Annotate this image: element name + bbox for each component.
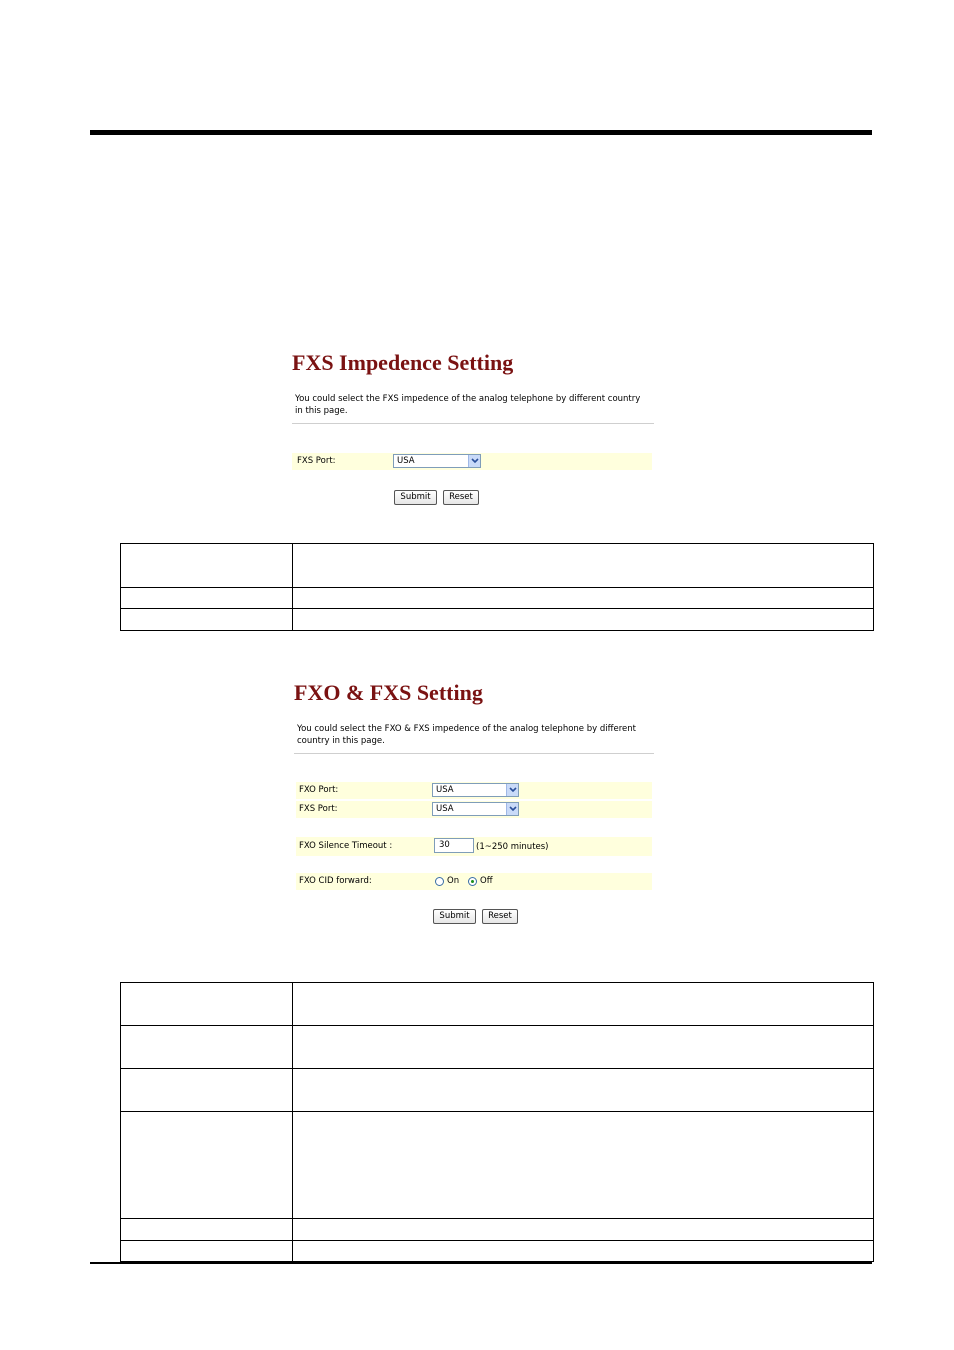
table-row [121,983,874,1026]
cid-forward-label: FXO CID forward: [299,876,372,886]
page-description: You could select the FXO & FXS impedence of the analog telephone by different country in this page. [297,724,636,746]
table-cell [121,1069,293,1112]
fxo-port-select[interactable] [432,783,519,797]
cid-on-radio[interactable] [435,877,444,886]
table-cell [293,1241,874,1262]
submit-button[interactable]: Submit [394,490,437,505]
reset-button[interactable]: Reset [482,909,518,924]
footer-rule [90,1262,872,1264]
fxo-port-label: FXO Port: [299,785,339,795]
fxs-port-select[interactable] [432,802,519,816]
cid-on-label[interactable]: On [447,876,460,886]
table-cell [293,1219,874,1241]
silence-timeout-hint: (1~250 minutes) [476,842,549,852]
silence-timeout-input[interactable]: 30 [434,838,474,853]
fxs-port-select[interactable] [393,454,481,468]
table-cell [293,544,874,588]
submit-button[interactable]: Submit [433,909,476,924]
divider [294,753,654,754]
table-cell [293,588,874,609]
table-row [121,1026,874,1069]
page-title: FXO & FXS Setting [294,680,483,705]
description-table-1 [120,543,874,631]
cid-off-label[interactable]: Off [480,876,493,886]
header-rule [90,130,872,135]
silence-timeout-label: FXO Silence Timeout : [299,841,393,851]
table-cell [293,1026,874,1069]
fxs-port-value: USA [397,456,415,466]
fxs-port-label: FXS Port: [299,804,338,814]
fxo-port-value: USA [436,785,454,795]
table-cell [121,1112,293,1219]
description-table-2 [120,982,874,1262]
table-row [121,609,874,631]
table-cell [121,609,293,631]
chevron-down-icon[interactable] [468,455,480,467]
table-cell [121,983,293,1026]
table-row [121,1112,874,1219]
table-cell [293,1069,874,1112]
table-cell [293,1112,874,1219]
table-row [121,1219,874,1241]
reset-button[interactable]: Reset [443,490,479,505]
divider [292,423,654,424]
table-cell [121,544,293,588]
table-cell [121,1219,293,1241]
table-cell [121,1026,293,1069]
table-row [121,588,874,609]
fxs-port-value: USA [436,804,454,814]
chevron-down-icon[interactable] [506,803,518,815]
cid-off-radio[interactable] [468,877,477,886]
page-title: FXS Impedence Setting [292,350,514,375]
table-row [121,544,874,588]
table-cell [293,609,874,631]
table-cell [293,983,874,1026]
table-cell [121,1241,293,1262]
table-row [121,1241,874,1262]
table-row [121,1069,874,1112]
table-cell [121,588,293,609]
fxs-port-label: FXS Port: [297,456,336,466]
chevron-down-icon[interactable] [506,784,518,796]
page-description: You could select the FXS impedence of the analog telephone by different country in this page. [295,394,641,416]
